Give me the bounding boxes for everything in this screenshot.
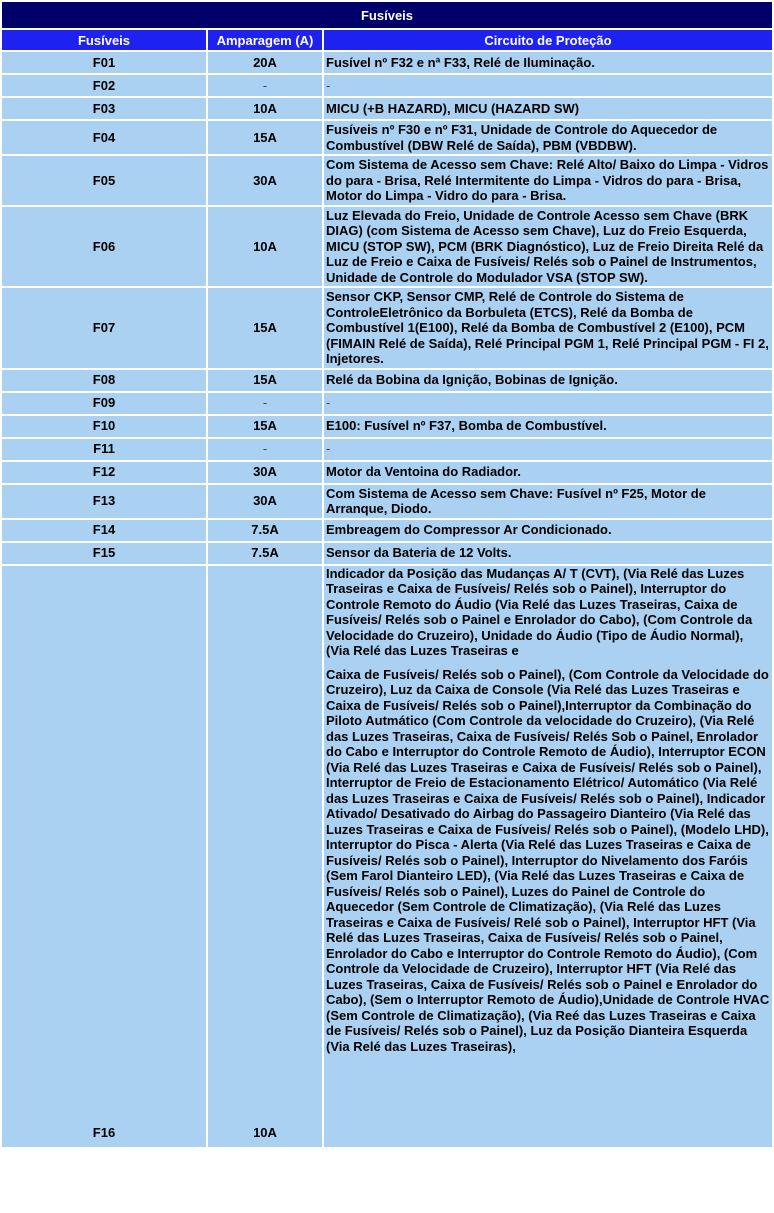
table-row	[2, 416, 772, 437]
fuse-id: F02	[2, 75, 206, 96]
fuse-id: F03	[2, 98, 206, 119]
fuse-circuit: E100: Fusível nº F37, Bomba de Combustível.	[324, 416, 772, 437]
fuse-id: F16	[2, 566, 206, 1147]
fuse-circuit: -	[324, 75, 772, 96]
fuse-id: F11	[2, 439, 206, 460]
fuse-circuit	[324, 566, 772, 1147]
table-row	[2, 393, 772, 414]
table-row	[2, 520, 772, 541]
table-row	[2, 98, 772, 119]
fuse-amperage: 7.5A	[208, 520, 322, 541]
long-row-body	[2, 566, 772, 1147]
fuse-amperage: 15A	[208, 416, 322, 437]
header-circuit: Circuito de Proteção	[324, 30, 772, 50]
fuse-amperage: 10A	[208, 98, 322, 119]
fuse-amperage: 7.5A	[208, 543, 322, 564]
fuse-circuit: Motor da Ventoina do Radiador.	[324, 462, 772, 483]
circuit-text-part2: Caixa de Fusíveis/ Relés sob o Painel), (Com Controle da Velocidade do Cruzeiro), Luz da Caixa de Console (Via Relé das Luzes Traseiras e Caixa de Fusíveis/ Relés sob o Painel),Interruptor da Combinação do Piloto Autmático (Com Controle da velocidade do Cruzeiro), (Via Relé das Luzes Traseiras, Caixa de Fusíveis/ Relés Sob o Painel, Enrolador do Cabo e Interruptor do Controle Remoto de Áudio), Interruptor ECON (Via Relé das Luzes Traseiras e Caixa de Fusíveis/ Relés sob o Painel), Interruptor de Freio de Estacionamento Elétrico/ Automático (Via Relé das Luzes Traseiras e Caixa de Fusíveis/ Relés sob o Painel), Indicador Ativado/ Desativado do Airbag do Passageiro Dianteiro (Via Relé das Luzes Traseiras e Caixa de Fusíveis/ Relés sob o Painel), (Modelo LHD), Interruptor do Pisca - Alerta (Via Relé das Luzes Traseiras e Caixa de Fusíveis/ Relés sob o Painel), Interruptor do Nivelamento dos Faróis (Sem Farol Dianteiro LED), (Via Relé das Luzes Traseiras e Caixa de Fusíveis/ Relés sob o Painel), Luzes do Painel de Controle do Aquecedor (Sem Controle de Climatização), (Via Relé das Luzes Traseiras e Caixa de Fusíveis/ Relé sob o Painel), Interruptor HFT (Via Relé das Luzes Traseiras, Caixa de Fusíveis/ Relés sob o Painel, Enrolador do Cabo e Interruptor do Controle Remoto do Áudio), (Com Controle da Velocidade de Cruzeiro), Interruptor HFT (Via Relé das Luzes Traseiras, Caixa de Fusíveis/ Relés sob o Painel e Enrolador do Cabo), (Sem o Interruptor Remoto de Áudio),Unidade de Controle HVAC (Sem Controle de Climatização), (Via Reé das Luzes Traseiras e Caixa de Fusíveis/ Relés sob o Painel), Luz da Posição Dianteira Esquerda (Via Relé das Luzes Traseiras),	[326, 666, 770, 1054]
fuse-id: F12	[2, 462, 206, 483]
fuse-amperage: 15A	[208, 370, 322, 391]
table-row	[2, 439, 772, 460]
table-row	[2, 52, 772, 73]
header-row	[2, 30, 772, 50]
table-row	[2, 566, 772, 1147]
table-row	[2, 207, 772, 287]
fuse-circuit: Luz Elevada do Freio, Unidade de Controle Acesso sem Chave (BRK DIAG) (com Sistema de Acesso sem Chave), Luz do Freio Esquerda, MICU (STOP SW), PCM (BRK Diagnóstico), Luz de Freio Direita Relé da Luz de Freio e Caixa de Fusíveis/ Relés sob o Painel de Instrumentos, Unidade de Controle do Modulador VSA (STOP SW).	[324, 207, 772, 287]
fuse-amperage: 20A	[208, 52, 322, 73]
table-body	[2, 52, 772, 564]
fuse-id: F15	[2, 543, 206, 564]
table-row	[2, 543, 772, 564]
fuse-circuit: MICU (+B HAZARD), MICU (HAZARD SW)	[324, 98, 772, 119]
header-fuse: Fusíveis	[2, 30, 206, 50]
fuse-circuit: Com Sistema de Acesso sem Chave: Relé Alto/ Baixo do Limpa - Vidros do para - Brisa, Relé Intermitente do Limpa - Vidros do para - Brisa, Motor do Limpa - Vidro do para - Brisa.	[324, 156, 772, 205]
fuse-amperage: 15A	[208, 288, 322, 368]
fuse-id: F05	[2, 156, 206, 205]
fuse-circuit: Sensor CKP, Sensor CMP, Relé de Controle do Sistema de ControleEletrônico da Borbuleta (ETCS), Relé da Bomba de Combustível 1(E100), Relé da Bomba de Combustível 2 (E100), PCM (FIMAIN Relé de Saída), Relé Principal PGM 1, Relé Principal PGM - FI 2, Injetores.	[324, 288, 772, 368]
fuse-id: F07	[2, 288, 206, 368]
table-row	[2, 75, 772, 96]
title-row	[2, 2, 772, 28]
fuse-amperage: 30A	[208, 485, 322, 518]
table-row	[2, 156, 772, 205]
fuse-circuit: Relé da Bobina da Ignição, Bobinas de Ignição.	[324, 370, 772, 391]
fuse-amperage: 10A	[208, 207, 322, 287]
table-row	[2, 121, 772, 154]
header-amperage: Amparagem (A)	[208, 30, 322, 50]
fuse-amperage: -	[208, 439, 322, 460]
table-title: Fusíveis	[2, 2, 772, 28]
fuse-id: F09	[2, 393, 206, 414]
table-row	[2, 288, 772, 368]
fuse-amperage: 30A	[208, 156, 322, 205]
fuse-circuit: -	[324, 393, 772, 414]
table-row	[2, 462, 772, 483]
fuse-id: F06	[2, 207, 206, 287]
fuse-id: F04	[2, 121, 206, 154]
fuse-amperage: 15A	[208, 121, 322, 154]
fuse-amperage: -	[208, 393, 322, 414]
fuse-id: F13	[2, 485, 206, 518]
circuit-text-part1: Indicador da Posição das Mudanças A/ T (CVT), (Via Relé das Luzes Traseiras e Caixa de Fusíveis/ Relés sob o Painel), Interruptor do Controle Remoto do Áudio (Via Relé das Luzes Traseiras, Caixa de Fusíveis/ Relés sob o Painel e Enrolador do Cabo), (Com Controle da Velocidade do Cruzeiro), Unidade do Áudio (Tipo de Áudio Normal), (Via Relé das Luzes Traseiras e	[326, 565, 753, 658]
fuse-amperage: -	[208, 75, 322, 96]
fuse-circuit: Com Sistema de Acesso sem Chave: Fusível nº F25, Motor de Arranque, Diodo.	[324, 485, 772, 518]
fuse-circuit: Fusíveis nº F30 e nº F31, Unidade de Controle do Aquecedor de Combustível (DBW Relé de Saída), PBM (VBDBW).	[324, 121, 772, 154]
fuse-circuit: Sensor da Bateria de 12 Volts.	[324, 543, 772, 564]
table-row	[2, 485, 772, 518]
fuse-id: F01	[2, 52, 206, 73]
fuse-circuit: Embreagem do Compressor Ar Condicionado.	[324, 520, 772, 541]
fuse-id: F14	[2, 520, 206, 541]
fuse-circuit: Fusível nº F32 e nª F33, Relé de Iluminação.	[324, 52, 772, 73]
table-row	[2, 370, 772, 391]
fuse-amperage: 10A	[208, 566, 322, 1147]
fuse-circuit: -	[324, 439, 772, 460]
fuse-id: F10	[2, 416, 206, 437]
fuse-amperage: 30A	[208, 462, 322, 483]
fuse-id: F08	[2, 370, 206, 391]
